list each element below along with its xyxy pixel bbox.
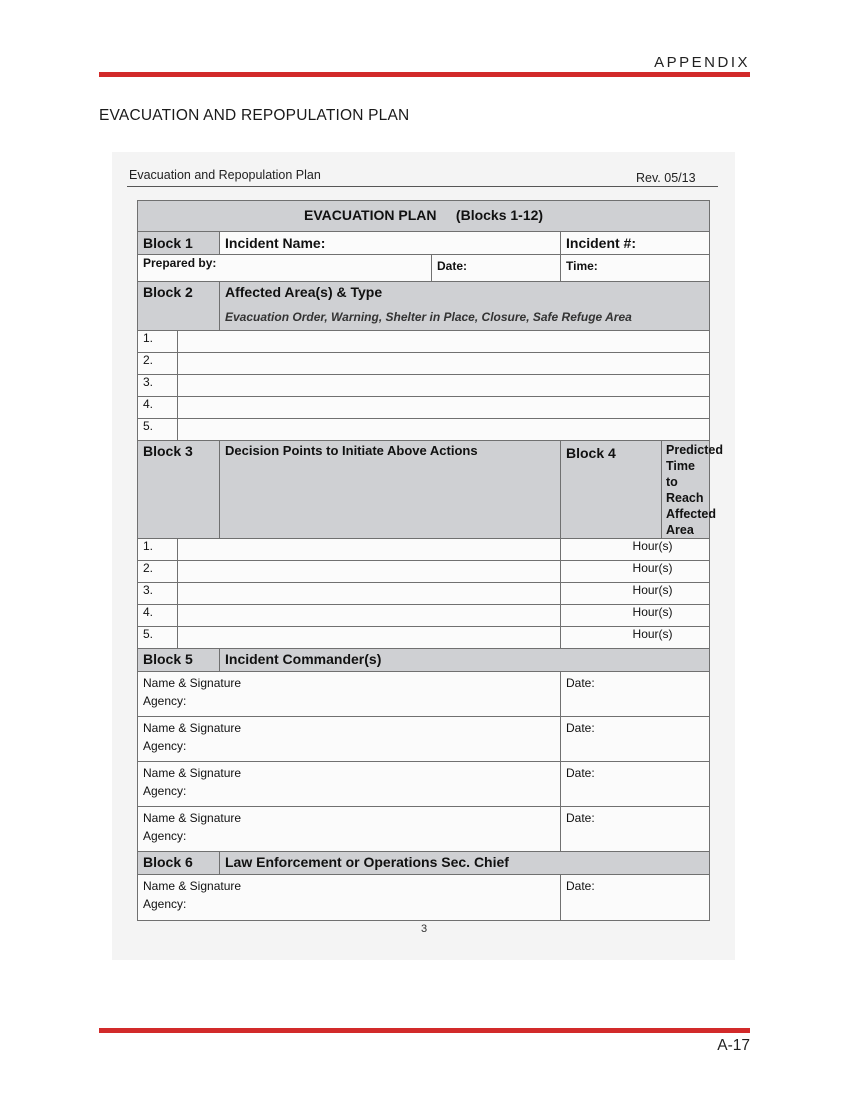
- block3-row-number: 1.: [138, 539, 178, 561]
- block1-label: Block 1: [138, 232, 220, 255]
- block4-title: Predicted Time to Reach Affected Area: [662, 441, 710, 539]
- agency-label: Agency:: [143, 829, 187, 843]
- form-title: EVACUATION PLAN (Blocks 1-12): [138, 201, 710, 232]
- prepared-by-field[interactable]: Prepared by:: [138, 255, 432, 282]
- block2-row-field[interactable]: [178, 375, 710, 397]
- block3-row-field[interactable]: [178, 539, 561, 561]
- appendix-label: APPENDIX: [654, 54, 750, 71]
- name-signature-label: Name & Signature: [143, 879, 242, 893]
- name-signature-label: Name & Signature: [143, 766, 242, 780]
- footer-divider: [99, 1028, 750, 1033]
- agency-label: Agency:: [143, 739, 187, 753]
- block5-label: Block 5: [138, 649, 220, 672]
- form-header-rule: [127, 186, 718, 187]
- commander-entry[interactable]: [138, 762, 561, 807]
- page-title: EVACUATION AND REPOPULATION PLAN: [99, 107, 410, 124]
- block3-row-number: 2.: [138, 561, 178, 583]
- block2-row-number: 1.: [138, 331, 178, 353]
- form-header-title: Evacuation and Repopulation Plan: [129, 168, 321, 182]
- block3-title: Decision Points to Initiate Above Actions: [220, 441, 561, 539]
- block2-row-field[interactable]: [178, 419, 710, 441]
- block2-subtitle: Evacuation Order, Warning, Shelter in Place, Closure, Safe Refuge Area: [225, 310, 632, 324]
- block4-hours-field[interactable]: Hour(s): [561, 561, 710, 583]
- evacuation-plan-form: [137, 200, 723, 921]
- block3-row-number: 3.: [138, 583, 178, 605]
- commander-date-field[interactable]: Date:: [561, 717, 710, 762]
- block4-hours-field[interactable]: Hour(s): [561, 539, 710, 561]
- agency-label: Agency:: [143, 784, 187, 798]
- footer-page-number: A-17: [717, 1037, 750, 1054]
- form-page-number: 3: [421, 923, 428, 935]
- block3-row-field[interactable]: [178, 605, 561, 627]
- block4-hours-field[interactable]: Hour(s): [561, 605, 710, 627]
- commander-date-field[interactable]: Date:: [561, 672, 710, 717]
- block6-title: Law Enforcement or Operations Sec. Chief: [220, 852, 710, 875]
- commander-date-field[interactable]: Date:: [561, 762, 710, 807]
- block1-date-field[interactable]: Date:: [432, 255, 561, 282]
- block4-hours-field[interactable]: Hour(s): [561, 627, 710, 649]
- block2-row-field[interactable]: [178, 397, 710, 419]
- commander-date-field[interactable]: Date:: [561, 807, 710, 852]
- agency-label: Agency:: [143, 694, 187, 708]
- header-divider: [99, 72, 750, 77]
- ops-chief-entry[interactable]: [138, 875, 561, 921]
- block3-row-field[interactable]: [178, 583, 561, 605]
- name-signature-label: Name & Signature: [143, 811, 242, 825]
- block2-row-number: 2.: [138, 353, 178, 375]
- block3-row-field[interactable]: [178, 627, 561, 649]
- block4-hours-field[interactable]: Hour(s): [561, 583, 710, 605]
- block2-label: Block 2: [138, 282, 220, 331]
- block3-row-field[interactable]: [178, 561, 561, 583]
- commander-entry[interactable]: [138, 807, 561, 852]
- block5-title: Incident Commander(s): [220, 649, 710, 672]
- block3-row-number: 4.: [138, 605, 178, 627]
- block3-label: Block 3: [138, 441, 220, 539]
- ops-chief-date-field[interactable]: Date:: [561, 875, 710, 921]
- block4-label: Block 4: [561, 441, 662, 539]
- commander-entry[interactable]: [138, 717, 561, 762]
- block1-time-field[interactable]: Time:: [561, 255, 710, 282]
- block2-row-field[interactable]: [178, 331, 710, 353]
- block2-row-number: 4.: [138, 397, 178, 419]
- block2-row-number: 5.: [138, 419, 178, 441]
- name-signature-label: Name & Signature: [143, 676, 242, 690]
- agency-label: Agency:: [143, 897, 187, 911]
- name-signature-label: Name & Signature: [143, 721, 242, 735]
- commander-entry[interactable]: [138, 672, 561, 717]
- block2-title: Affected Area(s) & Type: [225, 284, 383, 300]
- block6-label: Block 6: [138, 852, 220, 875]
- block2-row-field[interactable]: [178, 353, 710, 375]
- block3-row-number: 5.: [138, 627, 178, 649]
- block2-row-number: 3.: [138, 375, 178, 397]
- block2-header: [220, 282, 710, 331]
- incident-number-field[interactable]: Incident #:: [561, 232, 710, 255]
- form-revision: Rev. 05/13: [636, 171, 696, 185]
- incident-name-field[interactable]: Incident Name:: [220, 232, 561, 255]
